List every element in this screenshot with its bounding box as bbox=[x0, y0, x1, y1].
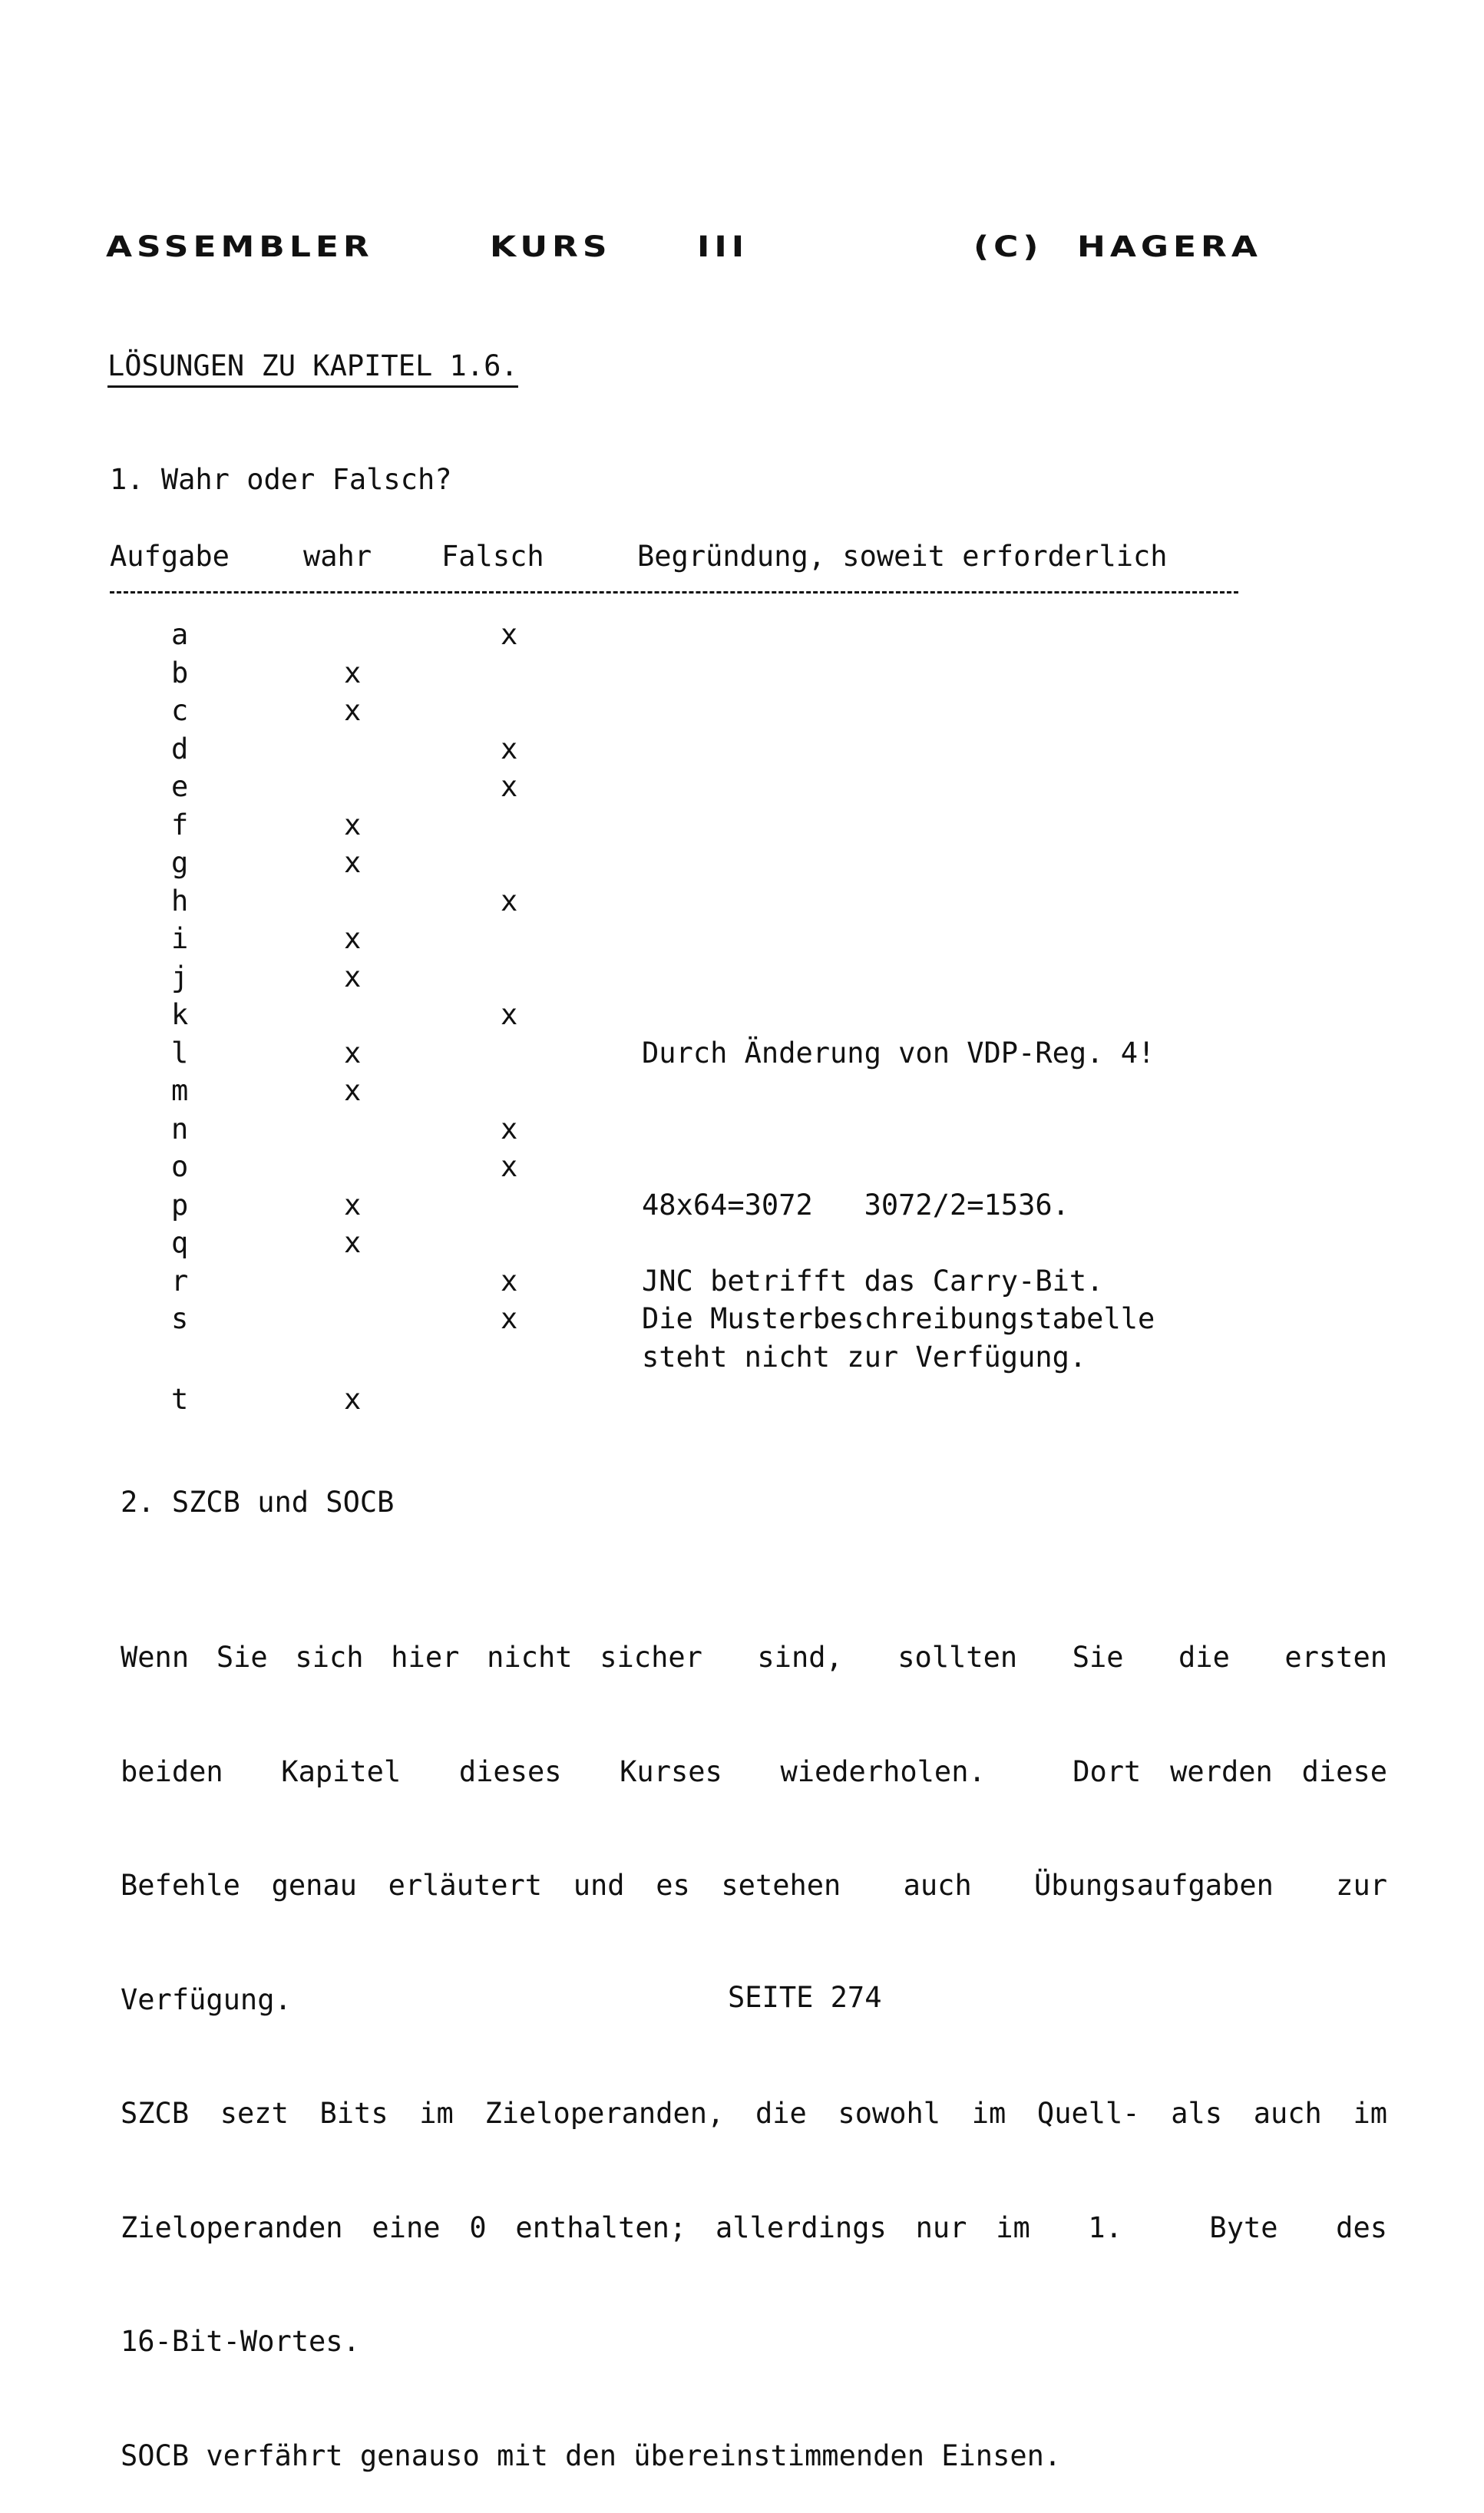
task-letter: t bbox=[171, 1383, 189, 1416]
wahr-mark: x bbox=[344, 1383, 362, 1416]
task-letter: f bbox=[171, 808, 189, 842]
section-1-title: 1. Wahr oder Falsch? bbox=[110, 463, 452, 496]
task-letter: j bbox=[171, 960, 189, 994]
falsch-mark: x bbox=[501, 770, 518, 803]
wahr-mark: x bbox=[344, 1188, 362, 1222]
column-header-aufgabe: Aufgabe bbox=[110, 540, 230, 573]
reason-text: Durch Änderung von VDP-Reg. 4! bbox=[642, 1036, 1155, 1070]
task-letter: s bbox=[171, 1302, 189, 1335]
task-letter: c bbox=[171, 694, 189, 727]
task-letter: b bbox=[171, 656, 189, 689]
column-header-falsch: Falsch bbox=[441, 540, 544, 573]
chapter-title: LÖSUNGEN ZU KAPITEL 1.6. bbox=[107, 349, 518, 388]
task-letter: g bbox=[171, 846, 189, 879]
falsch-mark: x bbox=[501, 884, 518, 918]
reason-text: Die Musterbeschreibungstabelle bbox=[642, 1302, 1155, 1335]
falsch-mark: x bbox=[501, 998, 518, 1031]
wahr-mark: x bbox=[344, 960, 362, 994]
task-letter: r bbox=[171, 1264, 189, 1298]
header-author: HAGERA bbox=[1077, 230, 1262, 264]
wahr-mark: x bbox=[344, 656, 362, 689]
paragraph-line: 16-Bit-Wortes. bbox=[121, 2325, 360, 2358]
paragraph-line: SOCB verfährt genauso mit den übereinstimmenden Einsen. bbox=[121, 2439, 1062, 2472]
wahr-mark: x bbox=[344, 922, 362, 955]
task-letter: k bbox=[171, 998, 189, 1031]
task-letter: m bbox=[171, 1074, 189, 1107]
task-letter: a bbox=[171, 618, 189, 651]
section-2-paragraph bbox=[121, 1562, 1387, 2513]
wahr-mark: x bbox=[344, 1036, 362, 1070]
reason-text: JNC betrifft das Carry-Bit. bbox=[642, 1264, 1104, 1298]
task-letter: p bbox=[171, 1188, 189, 1222]
paragraph-line: Befehle genau erläutert und es setehen auch Übungsaufgaben zur bbox=[121, 1869, 1387, 1902]
section-2-title: 2. SZCB und SOCB bbox=[121, 1486, 395, 1519]
wahr-mark: x bbox=[344, 1226, 362, 1259]
task-letter: d bbox=[171, 732, 189, 765]
wahr-mark: x bbox=[344, 1074, 362, 1107]
wahr-mark: x bbox=[344, 694, 362, 727]
falsch-mark: x bbox=[501, 1264, 518, 1298]
task-letter: i bbox=[171, 922, 189, 955]
header-volume: III bbox=[697, 230, 749, 264]
task-letter: l bbox=[171, 1036, 189, 1070]
column-header-wahr: wahr bbox=[303, 540, 372, 573]
falsch-mark: x bbox=[501, 1112, 518, 1146]
page-number: SEITE 274 bbox=[728, 1981, 882, 2014]
task-letter: q bbox=[171, 1226, 189, 1259]
wahr-mark: x bbox=[344, 846, 362, 879]
paragraph-line: SZCB sezt Bits im Zieloperanden, die sowohl im Quell- als auch im bbox=[121, 2097, 1387, 2130]
paragraph-line: Verfügung. bbox=[121, 1982, 292, 2016]
falsch-mark: x bbox=[501, 1150, 518, 1183]
column-header-begruendung: Begründung, soweit erforderlich bbox=[637, 540, 1168, 573]
task-letter: e bbox=[171, 770, 189, 803]
task-letter: o bbox=[171, 1150, 189, 1183]
reason-text: 48x64=3072 3072/2=1536. bbox=[642, 1188, 1069, 1222]
header-title: ASSEMBLER bbox=[106, 230, 374, 264]
table-divider bbox=[110, 591, 1238, 594]
task-letter: h bbox=[171, 884, 189, 918]
reason-text: steht nicht zur Verfügung. bbox=[642, 1340, 1087, 1374]
falsch-mark: x bbox=[501, 732, 518, 765]
falsch-mark: x bbox=[501, 1302, 518, 1335]
wahr-mark: x bbox=[344, 808, 362, 842]
header-course: KURS bbox=[490, 230, 612, 264]
paragraph-line: Zieloperanden eine 0 enthalten; allerdings nur im 1. Byte des bbox=[121, 2210, 1387, 2244]
task-letter: n bbox=[171, 1112, 189, 1146]
paragraph-line: Wenn Sie sich hier nicht sicher sind, sollten Sie die ersten bbox=[121, 1641, 1387, 1674]
header-copyright: (C) bbox=[973, 230, 1043, 264]
page-header bbox=[106, 230, 1319, 269]
falsch-mark: x bbox=[501, 618, 518, 651]
paragraph-line: beiden Kapitel dieses Kurses wiederholen. Dort werden diese bbox=[121, 1754, 1387, 1788]
